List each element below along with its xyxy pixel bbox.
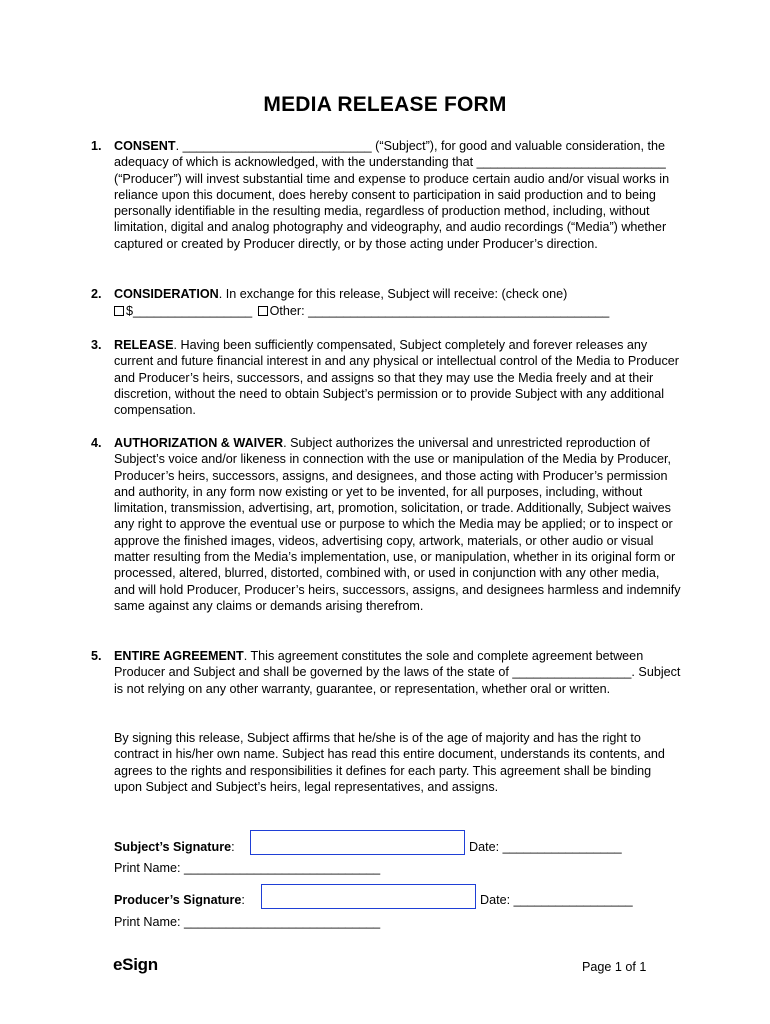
section-number: 3. [91,338,102,352]
section-consent [91,138,681,252]
section-number: 2. [91,287,102,301]
subject-signature-row [114,839,235,855]
subject-print-name-field[interactable]: Print Name: ____________________________ [114,861,381,875]
section-text: . ___________________________ (“Subject”), for good and valuable consideration, the adequacy of which is acknowledged, with the understanding that ___________________________ (“Producer”) will invest substantial time and expense to produce certain audio and/or visual works in reliance upon this document, does hereby consent to participation in said production and to being personally identifiable in the resulting media, regardless of production method, including, without limitation, digital and analog photography and videography, and audio recordings (“Media”) whether captured or created by Producer directly, or by those acting under Producer’s direction. [114,139,670,251]
section-heading: CONSENT [114,139,176,153]
section-text: . Having been sufficiently compensated, Subject completely and forever releases any current and future financial interest in and any physical or intellectual control of the Media to Producer and Producer’s heirs, successors, and assigns so that they may use the Media freely and at their discretion, without the need to obtain Subject’s permission or to provide Subject with any additional compensation. [114,338,679,418]
section-authorization-waiver [91,435,681,614]
section-number: 4. [91,436,102,450]
section-consideration [91,286,681,302]
section-body [114,648,681,697]
subject-date-field[interactable]: Date: _________________ [469,840,622,854]
section-heading: RELEASE [114,338,174,352]
section-text: . Subject authorizes the universal and unrestricted reproduction of Subject’s voice and/or likeness in connection with the use or manipulation of the Media by Producer, Producer’s heirs, successors, assigns, and designees, and those acting with Producer’s permission and authority, in any form now existing or yet to be invented, for all purposes, including, without limitation, transmission, advertising, art, promotion, solicitation, or trade. Additionally, Subject waives any right to approve the eventual use or purpose to which the Media may be applied; or to inspect or approve the finished images, videos, advertising copy, artwork, materials, or other audio or visual matter resulting from the Media’s implementation, use, or manipulation, whether in its original form or processed, altered, blurred, distorted, combined with, or used in conjunction with any other media, and will hold Producer, Producer’s heirs, successors, assigns, and designees harmless and indemnify same against any claims or demands arising therefrom. [114,436,681,613]
producer-signature-row [114,892,245,908]
section-body [114,435,681,614]
section-body [114,138,681,252]
subject-signature-field[interactable] [250,830,465,855]
label-colon: : [241,893,245,907]
producer-signature-label: Producer’s Signature [114,893,242,907]
esign-logo: eSign [113,955,158,974]
label-colon: : [231,840,235,854]
section-text: . This agreement constitutes the sole and complete agreement between Producer and Subject and shall be governed by the laws of the state of _________________. Subject is not relying on any other warranty, guarantee, or representation, whether oral or written. [114,649,681,696]
section-body [114,337,681,418]
section-heading: ENTIRE AGREEMENT [114,649,244,663]
producer-signature-field[interactable] [261,884,476,909]
page-number: Page 1 of 1 [582,960,647,974]
section-number: 5. [91,649,102,663]
cash-amount-field[interactable]: $_________________ [126,304,253,318]
closing-paragraph: By signing this release, Subject affirms that he/she is of the age of majority and has the right to contract in his/her own name. Subject has read this entire document, understands its contents, and agrees to the rights and responsibilities it defines for each party. This agreement shall be binding upon Subject and Subject’s heirs, legal representatives, and assigns. [114,731,665,794]
page-title: MEDIA RELEASE FORM [263,93,507,116]
section-body [114,286,681,302]
other-checkbox[interactable] [258,306,268,316]
other-field[interactable]: Other: ___________________________________________ [269,304,610,318]
section-text: . In exchange for this release, Subject will receive: (check one) [218,287,568,301]
producer-date-field[interactable]: Date: _________________ [480,893,633,907]
cash-checkbox[interactable] [114,306,124,316]
section-release [91,337,681,418]
consideration-options [114,303,609,319]
section-entire-agreement [91,648,681,697]
section-number: 1. [91,139,102,153]
section-heading: AUTHORIZATION & WAIVER [114,436,284,450]
subject-signature-label: Subject’s Signature [114,840,232,854]
section-heading: CONSIDERATION [114,287,219,301]
producer-print-name-field[interactable]: Print Name: ____________________________ [114,915,381,929]
